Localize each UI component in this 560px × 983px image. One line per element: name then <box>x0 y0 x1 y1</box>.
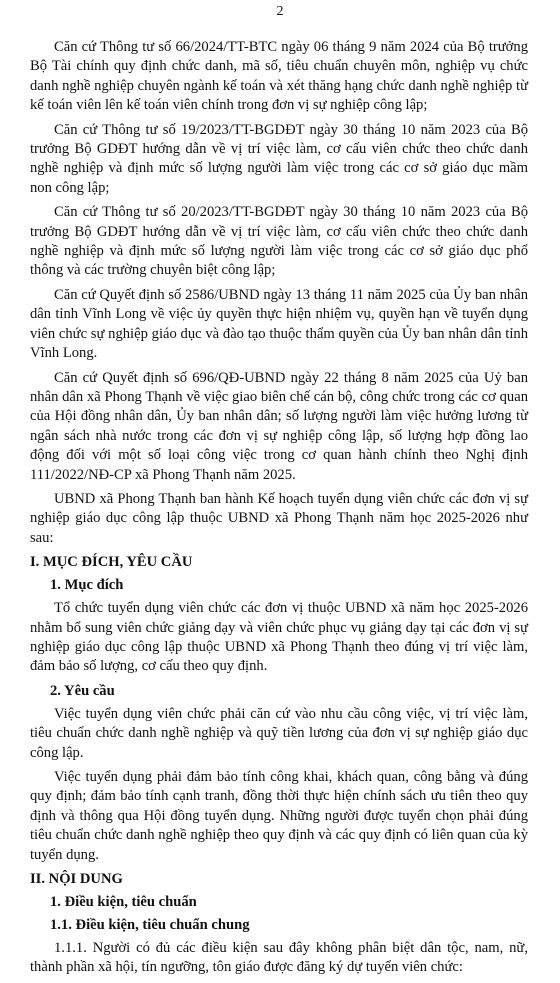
paragraph-legal-basis-3: Căn cứ Thông tư số 20/2023/TT-BGDĐT ngày 30 tháng 10 năm 2023 của Bộ trưởng Bộ GDĐT hướng dẫn về vị trí việc làm, cơ cấu viên chức theo chức danh nghề nghiệp và định mức số lượng người làm việc trong các cơ sở giáo dục phổ thông và các trường chuyên biệt công lập; <box>30 204 528 279</box>
subheading-conditions: 1. Điều kiện, tiêu chuẩn <box>50 894 197 911</box>
paragraph-requirements-2: Việc tuyển dụng phải đảm bảo tính công khai, khách quan, công bằng và đúng quy định; đảm bảo tính cạnh tranh, đồng thời thực hiện chính sách ưu tiên theo quy định và thông qua Hội đồng tuyển dụng. Những người được tuyển chọn phải đúng tiêu chuẩn chức danh nghề nghiệp theo quy định và các quy định có liên quan của kỳ tuyển dụng. <box>30 769 528 863</box>
section-heading-purpose: I. MỤC ĐÍCH, YÊU CẦU <box>30 554 193 571</box>
paragraph-plan-intro: UBND xã Phong Thạnh ban hành Kế hoạch tuyển dụng viên chức các đơn vị sự nghiệp giáo dục công lập thuộc UBND xã Phong Thạnh năm học 2025-2026 như sau: <box>30 490 528 546</box>
paragraph-purpose: Tổ chức tuyển dụng viên chức các đơn vị thuộc UBND xã năm học 2025-2026 nhằm bổ sung viên chức giảng dạy và viên chức phục vụ giảng dạy tại các đơn vị sự nghiệp giáo dục công lập thuộc UBND xã Phong Thạnh theo đúng vị trí việc làm, đảm bảo số lượng, cơ cấu theo quy định. <box>30 600 528 675</box>
paragraph-legal-basis-1: Căn cứ Thông tư số 66/2024/TT-BTC ngày 06 tháng 9 năm 2024 của Bộ trưởng Bộ Tài chính quy định chức danh, mã số, tiêu chuẩn chuyên môn, nghiệp vụ chức danh nghề nghiệp chuyên ngành kế toán và xét thăng hạng chức danh nghề nghiệp từ kế toán viên lên kế toán viên chính trong đơn vị sự nghiệp công lập; <box>30 39 528 114</box>
subheading-general-conditions: 1.1. Điều kiện, tiêu chuẩn chung <box>50 917 250 934</box>
paragraph-conditions-1-1-1: 1.1.1. Người có đủ các điều kiện sau đây không phân biệt dân tộc, nam, nữ, thành phần xã hội, tín ngưỡng, tôn giáo được đăng ký dự tuyển viên chức: <box>30 940 528 976</box>
section-heading-content: II. NỘI DUNG <box>30 871 123 888</box>
subheading-purpose: 1. Mục đích <box>50 577 124 594</box>
paragraph-legal-basis-5: Căn cứ Quyết định số 696/QĐ-UBND ngày 22 tháng 8 năm 2025 của Uỷ ban nhân dân xã Phong Thạnh về việc giao biên chế cán bộ, công chức trong các cơ quan của Hội đồng nhân dân, Ủy ban nhân dân; số lượng người làm việc hưởng lương từ ngân sách nhà nước trong các đơn vị sự nghiệp công lập, số lượng hợp đồng lao động đối với một số loại công việc trong cơ quan hành chính theo Nghị định 111/2022/NĐ-CP xã Phong Thạnh năm 2025. <box>30 369 528 483</box>
subheading-requirements: 2. Yêu cầu <box>50 682 115 699</box>
page-number: 2 <box>276 4 284 19</box>
document-body <box>30 38 528 983</box>
paragraph-legal-basis-2: Căn cứ Thông tư số 19/2023/TT-BGDĐT ngày 30 tháng 10 năm 2023 của Bộ trưởng Bộ GDĐT hướng dẫn về vị trí việc làm, cơ cấu viên chức theo chức danh nghề nghiệp và định mức số lượng người làm việc trong các cơ sở giáo dục mầm non công lập; <box>30 121 528 196</box>
paragraph-legal-basis-4: Căn cứ Quyết định số 2586/UBND ngày 13 tháng 11 năm 2025 của Ủy ban nhân dân tỉnh Vĩnh Long về việc ủy quyền thực hiện nhiệm vụ, quyền hạn về tuyển dụng viên chức sự nghiệp giáo dục và đào tạo thuộc thẩm quyền của Ủy ban nhân dân tỉnh Vĩnh Long. <box>30 286 528 362</box>
paragraph-requirements-1: Việc tuyển dụng viên chức phải căn cứ vào nhu cầu công việc, vị trí việc làm, tiêu chuẩn chức danh nghề nghiệp và quỹ tiền lương của đơn vị sự nghiệp giáo dục công lập. <box>30 705 528 761</box>
